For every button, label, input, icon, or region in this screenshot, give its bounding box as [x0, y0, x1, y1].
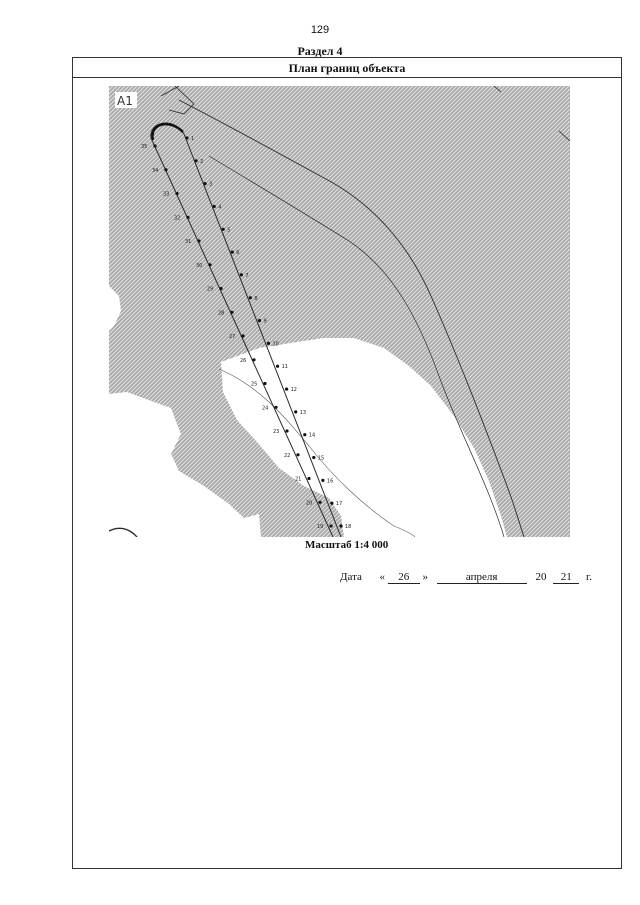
date-year-suffix: 21: [553, 571, 579, 584]
boundary-point-label: 2: [200, 158, 204, 165]
boundary-point-label: 21: [295, 476, 302, 483]
boundary-point-label: 18: [345, 524, 352, 530]
boundary-point: [329, 524, 332, 527]
boundary-point-label: 31: [185, 239, 192, 245]
boundary-point-label: 33: [163, 191, 170, 198]
boundary-point-label: 26: [240, 357, 247, 364]
boundary-point: [263, 382, 266, 385]
boundary-point-label: 8: [254, 295, 258, 302]
boundary-point-label: 11: [281, 364, 288, 371]
boundary-point-label: 25: [251, 381, 258, 388]
boundary-point-label: 20: [306, 500, 313, 507]
boundary-point: [197, 239, 200, 242]
boundary-point-label: 14: [308, 432, 316, 439]
boundary-point: [241, 334, 244, 337]
boundary-point: [164, 168, 167, 171]
boundary-point: [303, 433, 306, 436]
boundary-point-label: 10: [272, 341, 279, 348]
boundary-point-label: 5: [227, 227, 231, 234]
boundary-point: [296, 453, 299, 456]
boundary-point: [321, 479, 324, 482]
boundary-point: [312, 456, 315, 459]
boundary-point: [285, 429, 288, 432]
map-scale: Масштаб 1:4 000: [305, 539, 389, 551]
boundary-point: [249, 296, 252, 299]
boundary-point-label: 6: [236, 250, 240, 257]
boundary-point-label: 34: [152, 167, 159, 174]
date-year-unit: г.: [585, 571, 592, 583]
boundary-point: [307, 477, 310, 480]
boundary-point: [195, 159, 198, 162]
boundary-point: [153, 144, 156, 147]
boundary-point-label: 29: [207, 286, 214, 293]
boundary-point: [252, 358, 255, 361]
boundary-point: [186, 216, 189, 219]
boundary-point: [231, 251, 234, 254]
boundary-point: [222, 228, 225, 231]
boundary-point: [240, 273, 243, 276]
date-month: апреля: [437, 571, 527, 584]
boundary-point-label: 28: [218, 310, 225, 317]
boundary-point: [330, 502, 333, 505]
boundary-point-label: 35: [141, 144, 148, 150]
boundary-point: [267, 342, 270, 345]
boundary-point-label: 4: [218, 204, 222, 211]
boundary-point-label: 9: [263, 318, 267, 325]
boundary-point: [213, 205, 216, 208]
boundary-point: [185, 136, 188, 139]
boundary-point-label: 7: [245, 272, 249, 279]
boundary-point: [230, 311, 233, 314]
boundary-point: [318, 501, 321, 504]
boundary-point-label: 23: [273, 429, 280, 435]
boundary-point: [219, 287, 222, 290]
map-canvas: [109, 86, 570, 537]
date-label: Дата: [340, 571, 362, 583]
boundary-point-label: 24: [262, 405, 269, 412]
boundary-point: [339, 524, 342, 527]
boundary-point-label: 13: [299, 409, 307, 416]
date-line: [340, 571, 592, 584]
boundary-point: [274, 406, 277, 409]
boundary-point-label: 27: [229, 334, 236, 340]
boundary-point: [204, 182, 207, 185]
boundary-point-label: 30: [196, 262, 203, 269]
boundary-map: [109, 86, 570, 537]
boundary-point-label: 32: [174, 215, 181, 222]
date-day: 26: [388, 571, 420, 584]
plan-title: План границ объекта: [73, 58, 621, 78]
boundary-point-label: 12: [290, 387, 297, 394]
section-title: Раздел 4: [297, 44, 343, 58]
boundary-point: [294, 410, 297, 413]
boundary-point-label: 19: [317, 524, 324, 530]
page-number: 129: [310, 24, 330, 36]
boundary-point: [285, 388, 288, 391]
parcel-label: А1: [117, 94, 133, 108]
boundary-point: [276, 365, 279, 368]
date-close-quote: »: [422, 571, 428, 583]
date-year-prefix: 20: [535, 571, 547, 583]
boundary-point-label: 16: [326, 478, 334, 485]
boundary-point-label: 3: [209, 181, 213, 188]
boundary-point-label: 1: [191, 136, 195, 142]
boundary-point: [208, 263, 211, 266]
boundary-point-label: 22: [284, 452, 291, 459]
boundary-point: [175, 192, 178, 195]
date-open-quote: «: [379, 571, 385, 583]
boundary-point-label: 15: [317, 455, 325, 462]
boundary-point: [258, 319, 261, 322]
boundary-point-label: 17: [335, 501, 343, 508]
